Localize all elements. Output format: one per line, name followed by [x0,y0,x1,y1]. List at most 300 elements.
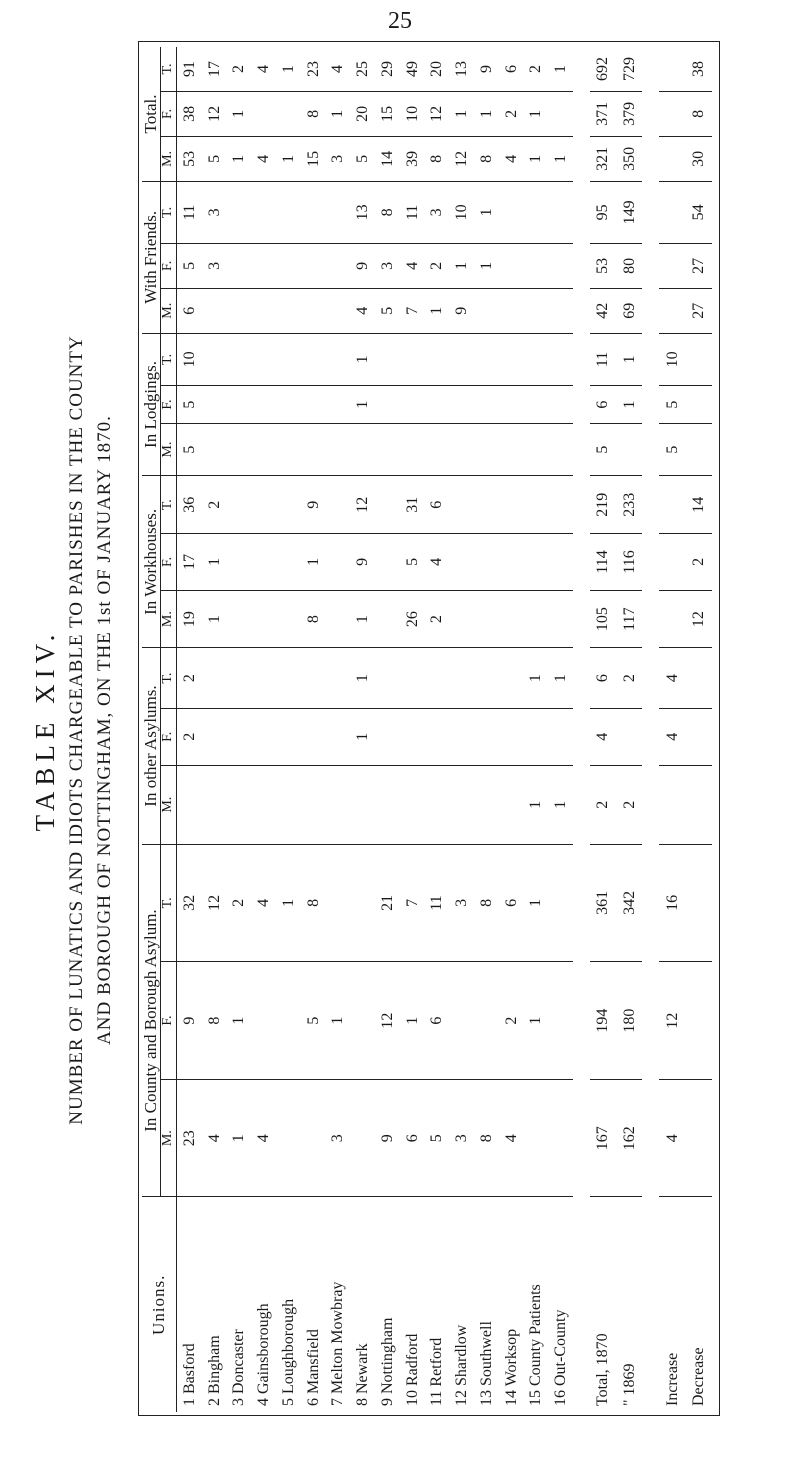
table-cell [325,590,350,648]
table-cell: 1 [524,962,549,1080]
table-cell [548,91,573,136]
union-name: 11 Retford [428,1337,446,1406]
table-cell [226,590,251,648]
table-cell [548,534,573,591]
sex-header: M. [160,423,176,475]
table-cell: 13 [350,181,375,243]
table-cell [301,1079,326,1197]
table-row [616,47,642,1412]
table-cell [325,534,350,591]
table-cell [659,476,685,534]
table-cell: 36 [176,476,202,534]
table-cell [685,962,712,1080]
union-name: 4 Gainsborough [255,1303,273,1406]
table-cell: 10 [400,91,425,136]
table-cell: 3 [325,1079,350,1197]
table-cell [524,243,549,288]
table-cell: 4 [659,1079,685,1197]
table-cell: 2 [226,844,251,962]
table-cell: 1 [548,648,573,708]
table-cell: 1 [325,962,350,1080]
table-cell: 8 [301,844,326,962]
group-header: In Workhouses. [142,476,160,648]
table-cell: 4 [251,47,276,91]
table-cell [226,534,251,591]
table-cell [276,386,301,424]
table-cell [548,423,573,475]
table-cell: 27 [685,243,712,288]
table-cell: 1 [350,708,375,765]
table-cell [425,648,450,708]
table-cell: 12 [449,136,474,181]
table-cell: 180 [616,962,642,1080]
table-cell: 4 [425,534,450,591]
table-cell [524,386,549,424]
table-cell [449,590,474,648]
table-cell: 9 [176,962,202,1080]
table-cell: 4 [202,1079,227,1197]
table-cell: 9 [449,288,474,333]
table-cell [251,288,276,333]
table-cell [524,333,549,385]
table-cell: 1 [474,91,499,136]
table-cell: 2 [685,534,712,591]
table-cell: 6 [400,1079,425,1197]
table-cell: 17 [202,47,227,91]
table-cell: 1 [400,962,425,1080]
table-cell [251,476,276,534]
group-header: In other Asylums. [142,648,160,844]
table-cell: 7 [400,288,425,333]
table-cell [375,476,400,534]
table-cell [616,708,642,765]
table-cell: 692 [590,47,616,91]
table-cell [375,765,400,844]
table-cell [616,423,642,475]
union-name: 15 County Patients [527,1284,545,1406]
table-row [400,47,425,1412]
table-cell [499,765,524,844]
table-cell: 1 [449,243,474,288]
table-cell: 2 [616,648,642,708]
table-cell: 8 [375,181,400,243]
table-cell: 11 [590,333,616,385]
table-cell [251,534,276,591]
table-cell: 8 [301,590,326,648]
sex-header: F. [160,243,176,288]
table-cell: 1 [350,333,375,385]
table-cell [499,243,524,288]
table-cell [425,708,450,765]
table-cell [474,590,499,648]
table-cell: 3 [202,243,227,288]
table-cell: 5 [176,423,202,475]
table-cell: 2 [499,91,524,136]
table-cell: 5 [350,136,375,181]
table-cell: 8 [301,91,326,136]
sex-header: M. [160,590,176,648]
table-cell: 2 [616,765,642,844]
table-cell [474,423,499,475]
table-cell [659,590,685,648]
table-cell [350,765,375,844]
table-cell: 95 [590,181,616,243]
table-cell [449,333,474,385]
table-cell: 6 [425,476,450,534]
table-cell: 1 [350,386,375,424]
table-cell: 1 [301,534,326,591]
table-cell [499,476,524,534]
table-cell [499,708,524,765]
table-cell [548,1079,573,1197]
table-cell [474,333,499,385]
table-cell: 350 [616,136,642,181]
table-cell [226,476,251,534]
table-cell [276,648,301,708]
table-cell: 12 [685,590,712,648]
table-row [325,47,350,1412]
table-cell: 9 [301,476,326,534]
table-cell [659,288,685,333]
table-cell: 162 [616,1079,642,1197]
table-cell: 2 [425,243,450,288]
table-cell: 27 [685,288,712,333]
table-cell [226,333,251,385]
union-name: 12 Shardlow [453,1324,471,1406]
table-row [474,47,499,1412]
table-cell: 5 [176,243,202,288]
sex-header: M. [160,765,176,844]
table-cell [325,708,350,765]
table-cell [276,288,301,333]
table-cell: 5 [425,1079,450,1197]
table-cell [449,386,474,424]
table-row [548,47,573,1412]
union-name: 6 Mansfield [304,1329,322,1406]
table-cell: 4 [590,708,616,765]
table-cell [325,648,350,708]
table-cell: 12 [202,844,227,962]
table-cell [548,288,573,333]
table-cell [251,962,276,1080]
table-cell [276,181,301,243]
table-cell [548,476,573,534]
table-cell: 9 [350,534,375,591]
sex-header: T. [160,648,176,708]
table-cell [685,386,712,424]
table-cell [659,91,685,136]
table-cell [202,708,227,765]
table-cell [499,534,524,591]
table-cell [659,181,685,243]
table-cell [202,333,227,385]
table-subtitle-line-1: NUMBER OF LUNATICS AND IDIOTS CHARGEABLE TO PARISHES IN THE COUNTY [66,335,87,1125]
table-cell [325,243,350,288]
table-cell: 8 [474,1079,499,1197]
table-cell: 1 [524,648,549,708]
table-cell [226,181,251,243]
sex-header: F. [160,534,176,591]
table-cell [301,423,326,475]
union-name: 3 Doncaster [230,1329,248,1406]
table-cell: 53 [590,243,616,288]
table-cell: 69 [616,288,642,333]
table-cell: 2 [425,590,450,648]
table-cell: 5 [659,386,685,424]
table-cell [659,765,685,844]
table-cell: 105 [590,590,616,648]
gap-cell [642,47,659,1412]
table-cell [375,386,400,424]
table-cell: 219 [590,476,616,534]
table-cell [685,423,712,475]
table-cell [659,534,685,591]
sex-header: T. [160,844,176,962]
table-row [685,47,712,1412]
table-cell: 1 [202,534,227,591]
table-cell: 1 [325,91,350,136]
table-cell: 5 [176,386,202,424]
table-cell: 4 [659,708,685,765]
table-cell [474,386,499,424]
table-cell: 11 [400,181,425,243]
table-cell: 361 [590,844,616,962]
table-cell: 23 [301,47,326,91]
table-cell [226,288,251,333]
table-cell: 2 [226,47,251,91]
sex-header: M. [160,288,176,333]
table-cell: 2 [176,648,202,708]
union-name: 14 Worksop [502,1328,520,1406]
table-cell [425,765,450,844]
table-cell: 26 [400,590,425,648]
table-cell: 5 [590,423,616,475]
table-cell [251,708,276,765]
table-cell [375,708,400,765]
table-cell [685,844,712,962]
table-cell: 39 [400,136,425,181]
table-cell: 9 [474,47,499,91]
table-cell: 1 [276,47,301,91]
table-cell [226,648,251,708]
table-cell [499,181,524,243]
table-cell: 8 [474,844,499,962]
table-cell [226,423,251,475]
table-cell: 19 [176,590,202,648]
table-cell: 2 [176,708,202,765]
table-cell: 53 [176,136,202,181]
table-cell [524,708,549,765]
table-cell [499,423,524,475]
sex-header: F. [160,386,176,424]
table-cell [276,765,301,844]
table-cell: 8 [202,962,227,1080]
table-cell: 13 [449,47,474,91]
table-cell: 1 [425,288,450,333]
table-cell: 1 [276,844,301,962]
table-cell [449,962,474,1080]
table-cell: 3 [202,181,227,243]
table-cell: 6 [590,386,616,424]
rotated-table-sheet [30,40,770,1420]
table-cell [276,708,301,765]
table-cell [548,844,573,962]
table-cell: 7 [400,844,425,962]
table-cell [202,423,227,475]
table-cell [301,333,326,385]
table-cell: 1 [474,181,499,243]
table-cell [685,1079,712,1197]
table-cell: 1 [524,91,549,136]
table-cell: 10 [659,333,685,385]
table-cell [449,476,474,534]
table-cell: 117 [616,590,642,648]
table-cell [499,288,524,333]
table-cell: 5 [375,288,400,333]
table-cell [449,648,474,708]
table-cell: 4 [251,136,276,181]
table-cell: 2 [524,47,549,91]
union-name: 8 Newark [354,1343,372,1406]
table-cell [449,534,474,591]
table-cell: 1 [524,844,549,962]
table-cell [325,476,350,534]
union-name: 13 Southwell [477,1321,495,1406]
table-cell [400,708,425,765]
union-name: 10 Radford [403,1333,421,1406]
table-cell [251,765,276,844]
sex-header: T. [160,476,176,534]
table-row [301,47,326,1412]
sex-header: T. [160,333,176,385]
unions-header: Unions. [142,1197,176,1412]
table-cell [685,648,712,708]
table-cell [276,534,301,591]
table-cell: 1 [616,333,642,385]
table-cell: 20 [350,91,375,136]
table-cell: 1 [276,136,301,181]
table-cell: 321 [590,136,616,181]
table-cell: 30 [685,136,712,181]
union-name: 16 Out-County [552,1309,570,1406]
table-cell [251,590,276,648]
union-name: 1 Basford [180,1343,198,1406]
table-cell [301,181,326,243]
table-cell [325,386,350,424]
table-cell: 32 [176,844,202,962]
table-cell: 14 [685,476,712,534]
table-cell [301,288,326,333]
page-number: 25 [388,8,412,34]
table-cell [685,333,712,385]
table-cell: 5 [659,423,685,475]
sex-header: M. [160,1079,176,1197]
table-cell: 29 [375,47,400,91]
table-row [226,47,251,1412]
table-row [449,47,474,1412]
table-cell: 6 [176,288,202,333]
union-name: Total, 1870 [594,1333,612,1406]
table-cell: 2 [202,476,227,534]
table-cell [499,648,524,708]
table-row [499,47,524,1412]
table-cell: 12 [202,91,227,136]
table-cell [499,590,524,648]
sex-header: T. [160,181,176,243]
table-cell: 12 [350,476,375,534]
table-cell [548,590,573,648]
sex-header: F. [160,962,176,1080]
table-cell: 38 [685,47,712,91]
table-cell: 6 [425,962,450,1080]
table-cell: 1 [226,136,251,181]
table-cell: 12 [375,962,400,1080]
table-cell [685,708,712,765]
group-header: In County and Borough Asylum. [142,844,160,1197]
table-cell [276,243,301,288]
table-cell: 8 [474,136,499,181]
table-cell: 10 [449,181,474,243]
table-cell [301,243,326,288]
table-cell [425,423,450,475]
table-row [350,47,375,1412]
table-cell: 14 [375,136,400,181]
table-cell [548,181,573,243]
table-cell: 1 [524,136,549,181]
table-cell [350,1079,375,1197]
table-cell [325,765,350,844]
table-cell [524,534,549,591]
table-cell [350,423,375,475]
table-cell [301,648,326,708]
table-cell [524,476,549,534]
table-cell: 1 [616,386,642,424]
table-cell: 1 [474,243,499,288]
table-cell [474,765,499,844]
union-name: 9 Nottingham [378,1317,396,1406]
table-cell: 4 [251,1079,276,1197]
table-cell: 379 [616,91,642,136]
table-cell [325,423,350,475]
table-cell: 1 [548,47,573,91]
table-cell: 11 [176,181,202,243]
table-cell: 3 [449,1079,474,1197]
table-cell: 80 [616,243,642,288]
table-cell: 91 [176,47,202,91]
table-cell: 1 [548,765,573,844]
table-cell [226,708,251,765]
table-cell: 1 [226,91,251,136]
table-cell [659,47,685,91]
table-cell: 15 [375,91,400,136]
sex-header: F. [160,91,176,136]
group-header: In Lodgings. [142,333,160,476]
table-cell: 3 [375,243,400,288]
table-cell: 25 [350,47,375,91]
table-cell [375,333,400,385]
table-cell [350,962,375,1080]
table-cell [400,333,425,385]
table-cell [202,288,227,333]
table-cell: 8 [425,136,450,181]
table-row [659,47,685,1412]
table-cell: 54 [685,181,712,243]
table-cell: 342 [616,844,642,962]
sex-header: M. [160,136,176,181]
table-cell [449,708,474,765]
table-cell [400,386,425,424]
table-cell [474,648,499,708]
